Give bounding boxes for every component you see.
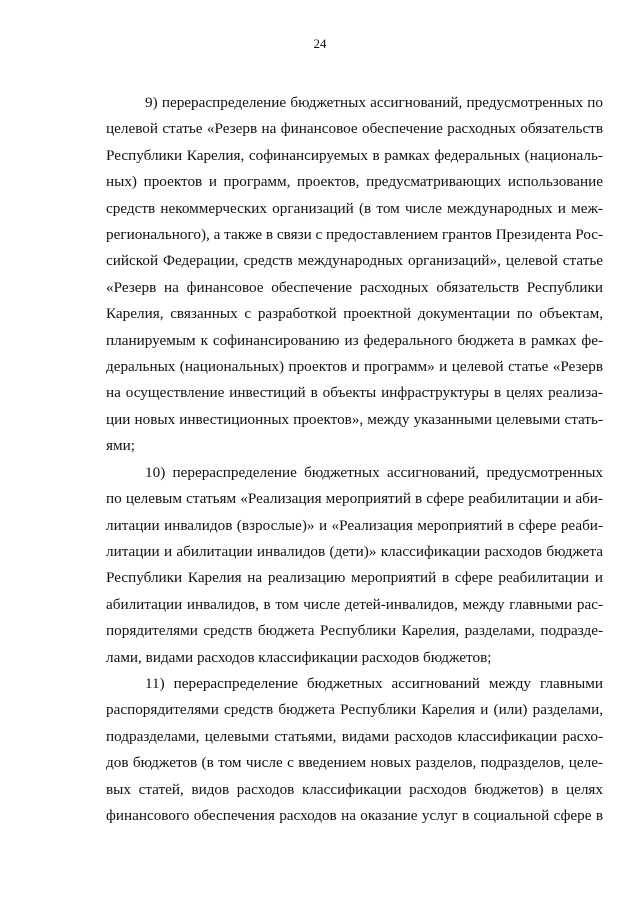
text-line: ции новых инвестиционных проектов», между указанными целевыми стать-: [106, 410, 603, 428]
text-line: ями;: [106, 437, 135, 455]
text-line: «Резерв на финансовое обеспечение расходных обязательств Республики: [106, 278, 603, 296]
text-line: средств некоммерческих организаций (в том числе международных и меж-: [106, 199, 603, 217]
paragraph-item-11: [106, 671, 603, 829]
text-line: по целевым статьям «Реализация мероприятий в сфере реабилитации и аби-: [106, 490, 603, 508]
text-line: вых статей, видов расходов классификации расходов бюджетов) в целях: [106, 780, 603, 798]
text-line: литации инвалидов (взрослые)» и «Реализация мероприятий в сфере реаби-: [106, 516, 603, 534]
text-line: финансового обеспечения расходов на оказание услуг в социальной сфере в: [106, 806, 603, 824]
text-line: целевой статье «Резерв на финансовое обеспечение расходных обязательств: [106, 120, 603, 138]
text-line: Карелия, связанных с разработкой проектной документации по объектам,: [106, 305, 603, 323]
text-line: сийской Федерации, средств международных организаций», целевой статье: [106, 252, 603, 270]
text-line: 9) перераспределение бюджетных ассигнований, предусмотренных по: [145, 94, 603, 111]
document-body: [106, 90, 603, 829]
text-line: регионального), а также в связи с предоставлением грантов Президента Рос-: [106, 226, 603, 244]
text-line: 10) перераспределение бюджетных ассигнований, предусмотренных: [145, 463, 603, 481]
text-line: 11) перераспределение бюджетных ассигнований между главными: [145, 674, 603, 692]
paragraph-item-10: [106, 460, 603, 671]
paragraph-item-9: [106, 90, 603, 460]
text-line: подразделами, целевыми статьями, видами расходов классификации расхо-: [106, 727, 603, 745]
text-line: Республики Карелия на реализацию мероприятий в сфере реабилитации и: [106, 569, 603, 587]
text-line: порядителями средств бюджета Республики Карелия, разделами, подразде-: [106, 622, 603, 640]
text-line: Республики Карелия, софинансируемых в рамках федеральных (националь-: [106, 146, 603, 164]
text-line: деральных (национальных) проектов и программ» и целевой статье «Резерв: [106, 358, 603, 376]
text-line: ных) проектов и программ, проектов, предусматривающих использование: [106, 173, 603, 191]
text-line: литации и абилитации инвалидов (дети)» классификации расходов бюджета: [106, 542, 603, 560]
text-line: распорядителями средств бюджета Республики Карелия и (или) разделами,: [106, 701, 603, 719]
text-line: дов бюджетов (в том числе с введением новых разделов, подразделов, целе-: [106, 754, 603, 772]
text-line: планируемым к софинансированию из федерального бюджета в рамках фе-: [106, 331, 603, 349]
text-line: абилитации инвалидов, в том числе детей-инвалидов, между главными рас-: [106, 595, 603, 613]
page-number: 24: [313, 36, 327, 51]
text-line: на осуществление инвестиций в объекты инфраструктуры в целях реализа-: [106, 384, 603, 402]
text-line: лами, видами расходов классификации расходов бюджетов;: [106, 648, 492, 666]
